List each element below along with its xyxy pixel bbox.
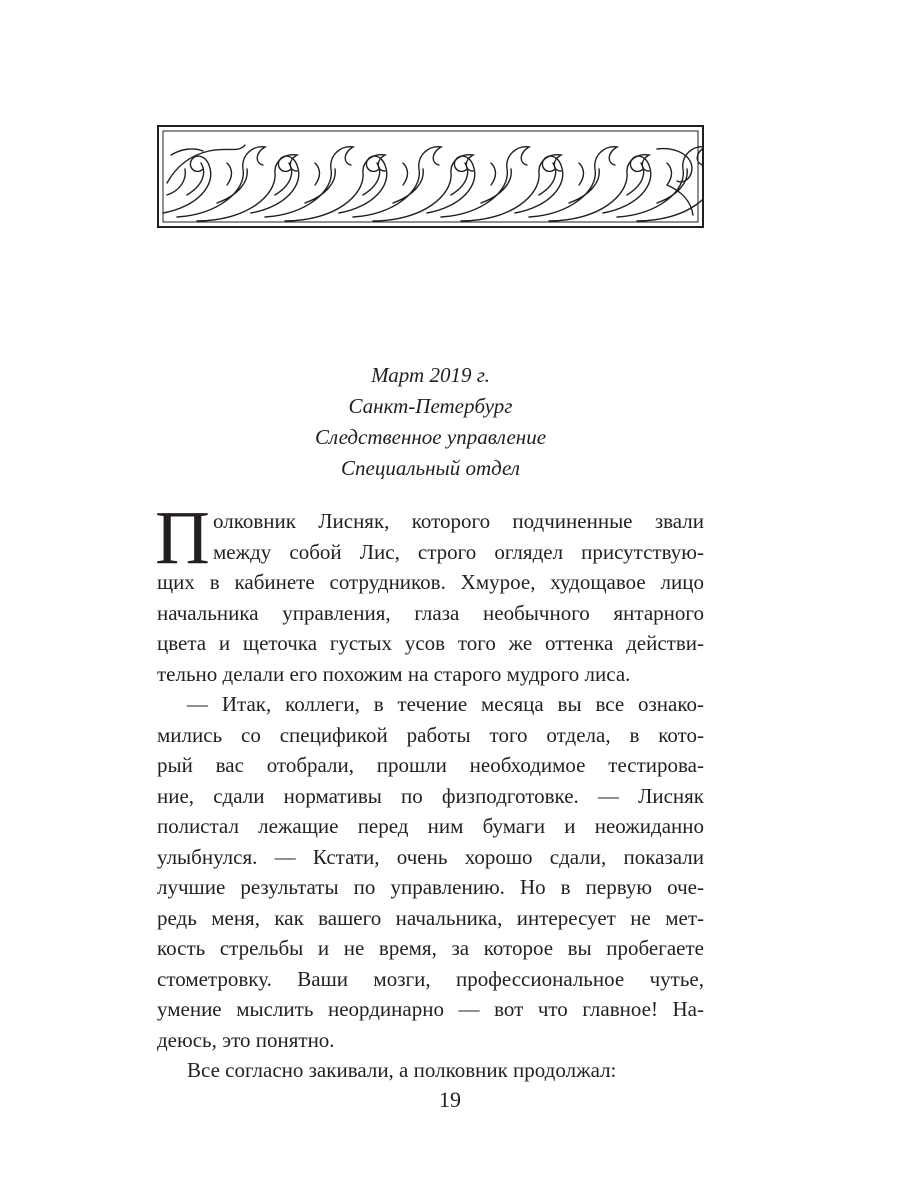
flame-ornament-icon [157, 125, 704, 228]
epigraph-unit: Специальный отдел [341, 456, 520, 480]
text-line: кость стрельбы и не время, за которое вы пробегаете [157, 936, 704, 960]
text-line: умение мыслить неординарно — вот что главное! На- [157, 997, 704, 1021]
text-line: олковник Лисняк, которого подчиненные звали [213, 509, 704, 533]
epigraph-department: Следственное управление [314, 425, 547, 449]
chapter-body [155, 496, 704, 1086]
text-line: полистал лежащие перед ним бумаги и неожиданно [157, 814, 704, 838]
text-line: между собой Лис, строго оглядел присутствую- [213, 539, 704, 564]
chapter-epigraph [157, 360, 704, 484]
text-line: улыбнулся. — Кстати, очень хорошо сдали, показали [157, 844, 704, 869]
epigraph-date: Март 2019 г. [371, 363, 490, 387]
text-line: начальника управления, глаза необычного янтарного [157, 600, 704, 625]
text-line: мились со спецификой работы того отдела, в кото- [157, 722, 704, 747]
text-line: деюсь, это понятно. [157, 1027, 335, 1052]
text-line: лучшие результаты по управлению. Но в первую оче- [157, 875, 704, 899]
epigraph-city: Санкт-Петербург [348, 394, 513, 418]
text-line: Все согласно закивали, а полковник продолжал: [187, 1058, 617, 1082]
paragraph-3 [157, 1055, 704, 1086]
paragraph-1 [155, 496, 704, 689]
paragraph-2 [157, 689, 704, 1055]
text-line: цвета и щеточка густых усов того же оттенка действи- [157, 631, 704, 655]
text-line: рый вас отобрали, прошли необходимое тестирова- [157, 753, 704, 777]
text-line: редь меня, как вашего начальника, интересует не мет- [157, 905, 704, 930]
text-line: стометровку. Ваши мозги, профессиональное чутье, [157, 966, 704, 991]
chapter-ornament [157, 125, 704, 228]
text-line: — Итак, коллеги, в течение месяца вы все ознако- [187, 692, 704, 716]
page-number: 19 [439, 1087, 461, 1112]
text-line: ние, сдали нормативы по физподготовке. — Лисняк [157, 783, 704, 808]
text-line: щих в кабинете сотрудников. Хмурое, худощавое лицо [157, 570, 704, 594]
text-line: тельно делали его похожим на старого мудрого лиса. [157, 661, 631, 686]
drop-cap: П [155, 496, 210, 580]
